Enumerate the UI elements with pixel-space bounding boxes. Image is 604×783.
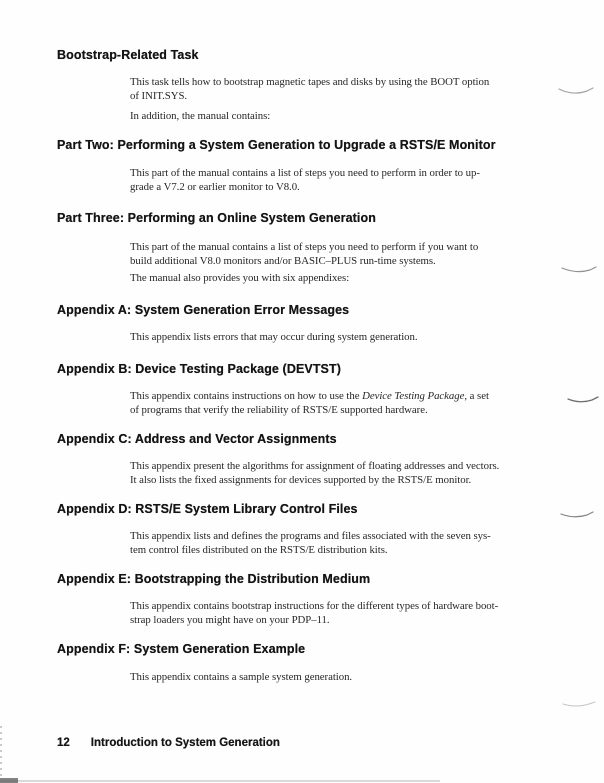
paragraph	[130, 240, 548, 268]
section-heading-bootstrap-related-task: Bootstrap-Related Task	[57, 48, 199, 62]
text-line: of INIT.SYS.	[130, 90, 188, 102]
text-line: This appendix contains a sample system generation.	[130, 671, 353, 683]
text-line: It also lists the fixed assignments for devices supported by the RSTS/E monitor.	[130, 474, 472, 486]
paragraph	[130, 389, 548, 417]
paragraph	[130, 330, 548, 344]
scan-edge-dashes	[0, 726, 2, 783]
text-line: build additional V8.0 monitors and/or BASIC–PLUS run-time systems.	[130, 255, 436, 267]
paragraph	[130, 271, 548, 285]
paragraph	[130, 529, 548, 557]
page-footer	[57, 737, 280, 749]
section-heading-part-three: Part Three: Performing an Online System Generation	[57, 211, 376, 225]
scan-swoosh-mark	[561, 264, 597, 277]
text-line: grade a V7.2 or earlier monitor to V8.0.	[130, 181, 300, 193]
paragraph	[130, 670, 548, 684]
scan-swoosh-mark	[567, 394, 599, 407]
text-line: This appendix lists and defines the programs and files associated with the seven sys-	[130, 530, 491, 542]
text-line	[130, 389, 548, 403]
text-line: This part of the manual contains a list of steps you need to perform if you want to	[130, 241, 479, 253]
section-heading-appendix-c: Appendix C: Address and Vector Assignments	[57, 432, 337, 446]
paragraph	[130, 109, 548, 123]
text-segment: This appendix contains instructions on how to use the	[130, 390, 363, 402]
section-heading-part-two: Part Two: Performing a System Generation to Upgrade a RSTS/E Monitor	[57, 138, 496, 152]
text-line: strap loaders you might have on your PDP–11.	[130, 614, 330, 626]
section-heading-appendix-f: Appendix F: System Generation Example	[57, 642, 306, 656]
text-line: This part of the manual contains a list of steps you need to perform in order to up-	[130, 167, 480, 179]
text-line: tem control files distributed on the RSTS/E distribution kits.	[130, 544, 388, 556]
section-heading-appendix-d: Appendix D: RSTS/E System Library Control Files	[57, 502, 358, 516]
scan-swoosh-mark	[560, 509, 594, 522]
scan-swoosh-mark	[558, 85, 594, 98]
paragraph	[130, 459, 548, 487]
text-line: of programs that verify the reliability of RSTS/E supported hardware.	[130, 404, 428, 416]
text-line: In addition, the manual contains:	[130, 110, 271, 122]
text-segment: , a set	[464, 390, 489, 402]
scan-bottom-edge-bar	[0, 778, 18, 783]
paragraph	[130, 75, 548, 103]
section-heading-appendix-b: Appendix B: Device Testing Package (DEVTST)	[57, 362, 341, 376]
section-heading-appendix-e: Appendix E: Bootstrapping the Distribution Medium	[57, 572, 371, 586]
text-line: This task tells how to bootstrap magnetic tapes and disks by using the BOOT option	[130, 76, 490, 88]
scan-swoosh-mark	[562, 699, 596, 711]
text-line: This appendix present the algorithms for assignment of floating addresses and vectors.	[130, 460, 500, 472]
paragraph	[130, 166, 548, 194]
section-heading-appendix-a: Appendix A: System Generation Error Messages	[57, 303, 350, 317]
paragraph	[130, 599, 548, 627]
text-line: The manual also provides you with six appendixes:	[130, 272, 350, 284]
page-number: 12	[57, 737, 70, 749]
text-line: This appendix contains bootstrap instructions for the different types of hardware boot-	[130, 600, 499, 612]
text-line: This appendix lists errors that may occur during system generation.	[130, 331, 418, 343]
footer-running-title: Introduction to System Generation	[90, 737, 280, 749]
italic-text-segment: Device Testing Package	[362, 390, 465, 402]
scan-bottom-edge-line	[0, 780, 440, 782]
